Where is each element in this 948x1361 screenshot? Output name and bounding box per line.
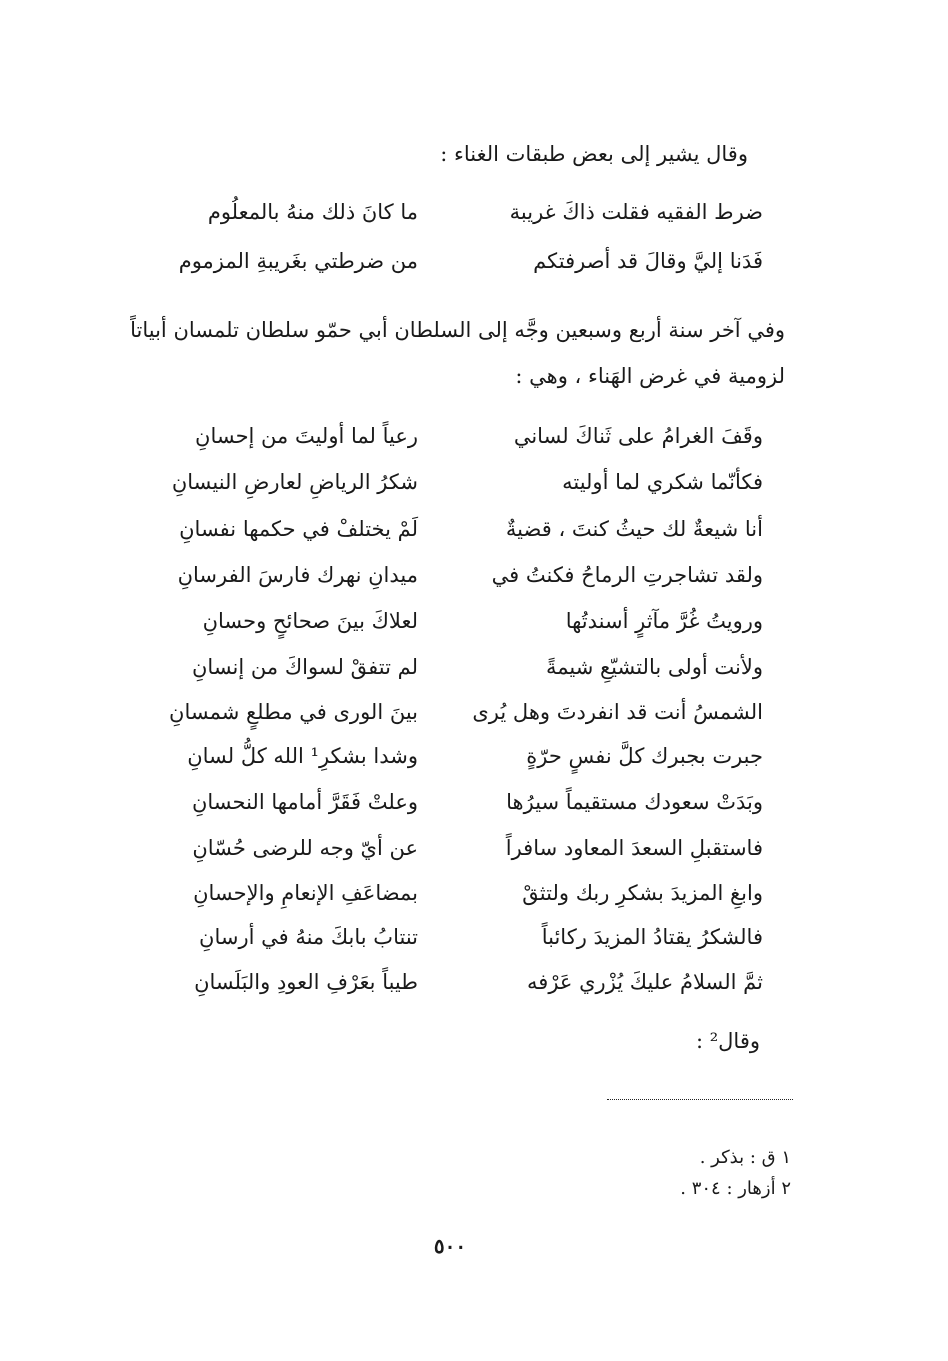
verse-second-hemistich: لَمْ يختلفْ في حكمها نفسانِ xyxy=(179,517,418,541)
poem2-verse-7 xyxy=(103,700,763,744)
verse-second-hemistich: وعلتْ فَقَرَّ أمامها النحسانِ xyxy=(191,790,418,814)
page-number: ٥٠٠ xyxy=(433,1234,467,1258)
verse-first-hemistich: فَدَنا إليَّ وقالَ قد أصرفتكم xyxy=(533,249,763,273)
verse-second-hemistich: تنتابُ بابكَ منهُ في أرسانِ xyxy=(199,925,418,949)
verse-second-hemistich: بمضاعَفِ الإنعامِ والإحسانِ xyxy=(193,881,418,905)
verse-second-hemistich: من ضرطتي بغَريبةِ المزموم xyxy=(178,249,418,273)
poem2-verse-11 xyxy=(103,881,763,925)
poem2-verse-3 xyxy=(103,517,763,561)
intro-paragraph-2 xyxy=(85,307,785,399)
footnote-separator xyxy=(607,1099,793,1100)
verse-first-hemistich: وبَدَتْ سعودك مستقيماً سيرُها xyxy=(506,790,763,814)
poem2-verse-13 xyxy=(103,970,763,1014)
verse-first-hemistich: ضرط الفقيه فقلت ذاكَ غريبة xyxy=(509,200,763,224)
verse-second-hemistich: ما كانَ ذلك منهُ بالمعلُوم xyxy=(207,200,418,224)
poem1-verse-1 xyxy=(103,200,763,244)
verse-first-hemistich: ولقد تشاجرتِ الرماحُ فكنتُ في xyxy=(491,563,763,587)
poem2-verse-9 xyxy=(103,790,763,834)
verse-first-hemistich: ورويتُ غُرَّ مآثرٍ أسندتُها xyxy=(565,609,763,633)
poem2-verse-6 xyxy=(103,655,763,699)
verse-first-hemistich: ولأنت أولى بالتشيّعِ شيمةً xyxy=(545,655,763,679)
verse-first-hemistich: فاستقبلِ السعدَ المعاود سافراً xyxy=(505,836,763,860)
verse-first-hemistich: فالشكرُ يقتادُ المزيدَ ركائباً xyxy=(541,925,763,949)
verse-second-hemistich: شكرُ الرياضِ لعارضِ النيسانِ xyxy=(171,470,418,494)
verse-second-hemistich: وشدا بشكرِ¹ الله كلُّ لسانِ xyxy=(187,744,418,768)
poem2-verse-1 xyxy=(103,424,763,468)
verse-first-hemistich: جبرت بجبرك كلَّ نفسٍ حرّةٍ xyxy=(526,744,763,768)
poem2-verse-10 xyxy=(103,836,763,880)
verse-second-hemistich: بينَ الورى في مطلعٍ شمسانِ xyxy=(169,700,418,724)
verse-second-hemistich: رعياً لما أوليتَ من إحسانِ xyxy=(195,424,418,448)
poem2-verse-12 xyxy=(103,925,763,969)
verse-second-hemistich: لم تتفقْ لسواكَ من إنسانِ xyxy=(192,655,418,679)
poem2-verse-5 xyxy=(103,609,763,653)
verse-second-hemistich: طيباً بعَرْفِ العودِ والبَلَسانِ xyxy=(194,970,418,994)
poem2-verse-2 xyxy=(103,470,763,514)
footnote-2: ٢ أزهار : ٣٠٤ . xyxy=(680,1178,791,1199)
intro-line-1: وقال يشير إلى بعض طبقات الغناء : xyxy=(440,142,748,166)
verse-second-hemistich: ميدانِ نهرك فارسَ الفرسانِ xyxy=(177,563,418,587)
intro-line-3: وقال² : xyxy=(695,1029,760,1053)
poem1-verse-2 xyxy=(103,249,763,293)
verse-second-hemistich: عن أيّ وجه للرضى حُسّانِ xyxy=(192,836,418,860)
verse-first-hemistich: وقَفَ الغرامُ على ثَناكَ لساني xyxy=(513,424,763,448)
intro-paragraph-line: وفي آخر سنة أربع وسبعين وجَّه إلى السلطان أبي حمّو سلطان تلمسان أبياتاً xyxy=(130,318,785,342)
verse-first-hemistich: أنا شيعةٌ لك حيثُ كنتَ ، قضيةٌ xyxy=(505,517,763,541)
poem2-verse-8 xyxy=(103,744,763,788)
verse-second-hemistich: لعلاكَ بينَ صحائحٍ وحسانِ xyxy=(202,609,418,633)
verse-first-hemistich: فكأنّما شكري لما أوليته xyxy=(562,470,763,494)
verse-first-hemistich: ثمَّ السلامُ عليكَ يُزْري عَرْفه xyxy=(527,970,763,994)
verse-first-hemistich: الشمسُ أنت قد انفردتَ وهل يُرى xyxy=(472,700,763,724)
poem2-verse-4 xyxy=(103,563,763,607)
footnote-1: ١ ق : بذكر . xyxy=(699,1147,791,1168)
verse-first-hemistich: وابغِ المزيدَ بشكرِ ربك ولتثقْ xyxy=(522,881,763,905)
intro-paragraph-line: لزومية في غرض الهَناء ، وهي : xyxy=(515,364,785,388)
